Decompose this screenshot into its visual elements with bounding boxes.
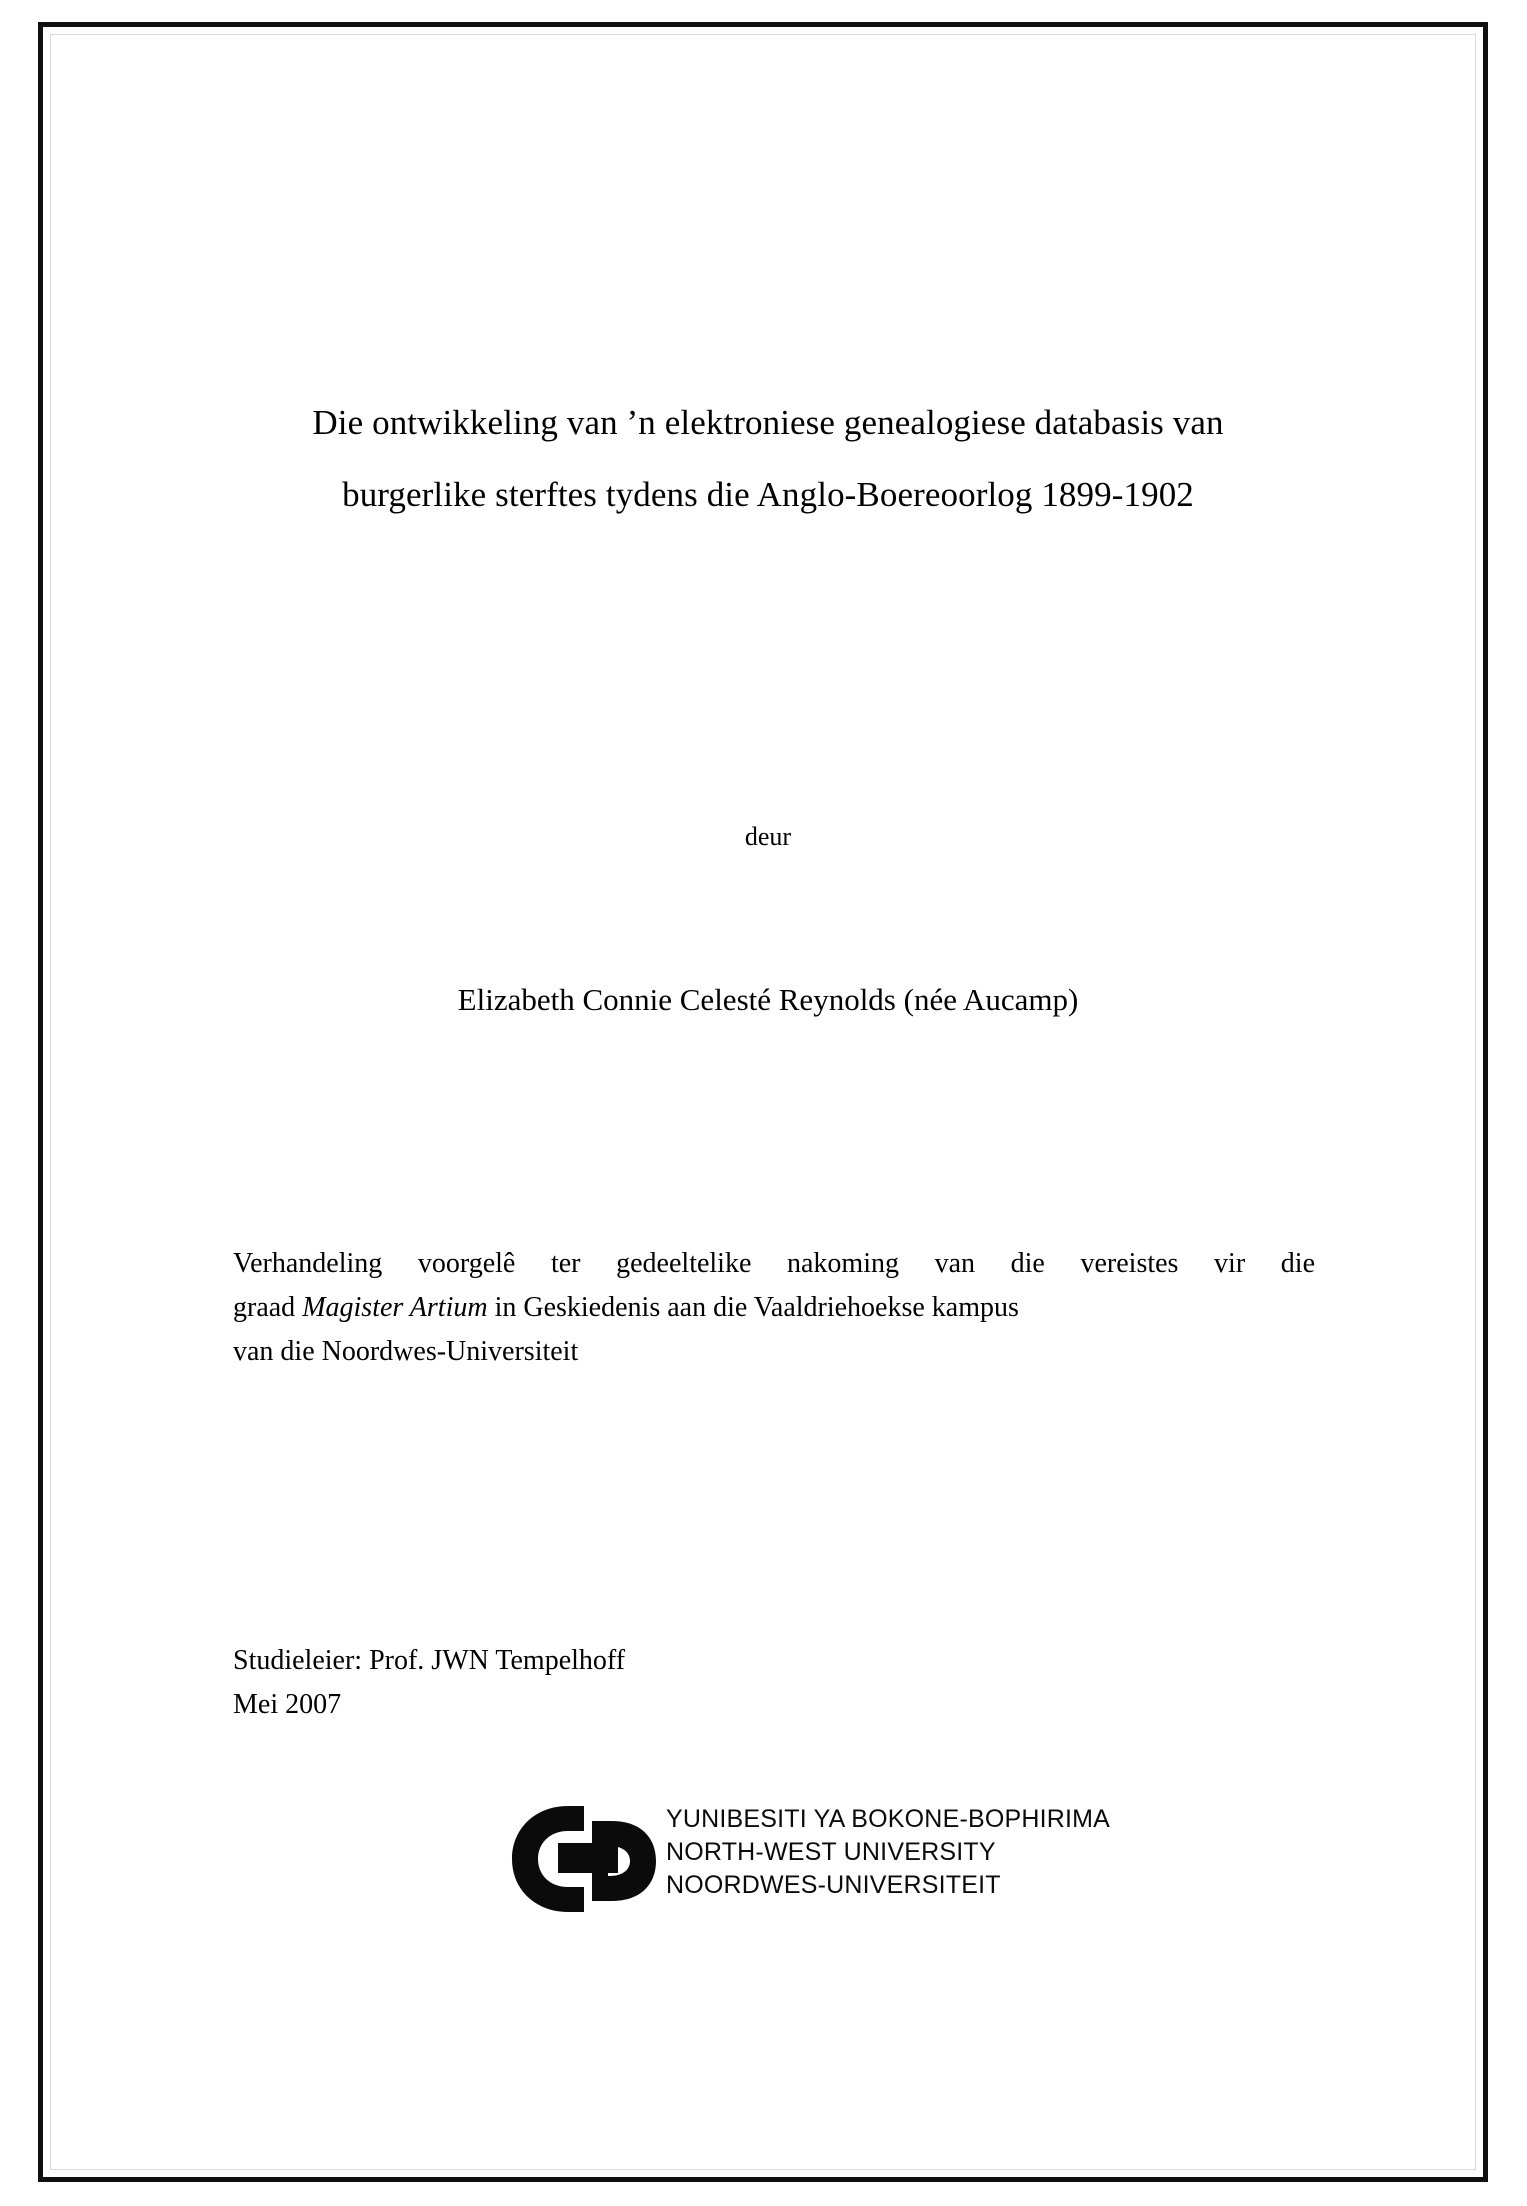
logo-text-line-3: NOORDWES-UNIVERSITEIT	[666, 1871, 1001, 1899]
supervisor-line: Studieleier: Prof. JWN Tempelhoff	[233, 1645, 626, 1676]
statement-line-3: van die Noordwes-Universiteit	[233, 1336, 579, 1367]
degree-statement	[233, 1242, 1315, 1374]
page-border-frame	[38, 22, 1488, 2182]
title-line-2: burgerlike sterftes tydens die Anglo-Boereoorlog 1899-1902	[342, 475, 1194, 514]
university-logo-block	[183, 1797, 1353, 1937]
title-page-content	[183, 27, 1353, 2177]
statement-line-1: Verhandeling voorgelê ter gedeeltelike nakoming van die vereistes vir die	[233, 1248, 1315, 1279]
page-title	[183, 387, 1353, 531]
author-name: Elizabeth Connie Celesté Reynolds (née Aucamp)	[457, 982, 1079, 1017]
statement-degree-name: Magister Artium	[302, 1292, 488, 1323]
north-west-university-logo-icon	[506, 1803, 656, 1915]
date-line: Mei 2007	[233, 1689, 342, 1720]
statement-line-2-pre: graad	[233, 1292, 303, 1323]
supervisor-block	[233, 1639, 1133, 1727]
title-line-1: Die ontwikkeling van ’n elektroniese genealogiese databasis van	[312, 403, 1224, 442]
by-label: deur	[744, 822, 792, 851]
logo-text-line-1: YUNIBESITI YA BOKONE-BOPHIRIMA	[666, 1805, 1111, 1833]
university-logo-text	[666, 1803, 1126, 1902]
statement-line-2-post: in Geskiedenis aan die Vaaldriehoekse kampus	[487, 1292, 1019, 1323]
statement-line-2	[233, 1286, 1315, 1330]
logo-text-line-2: NORTH-WEST UNIVERSITY	[666, 1838, 996, 1866]
